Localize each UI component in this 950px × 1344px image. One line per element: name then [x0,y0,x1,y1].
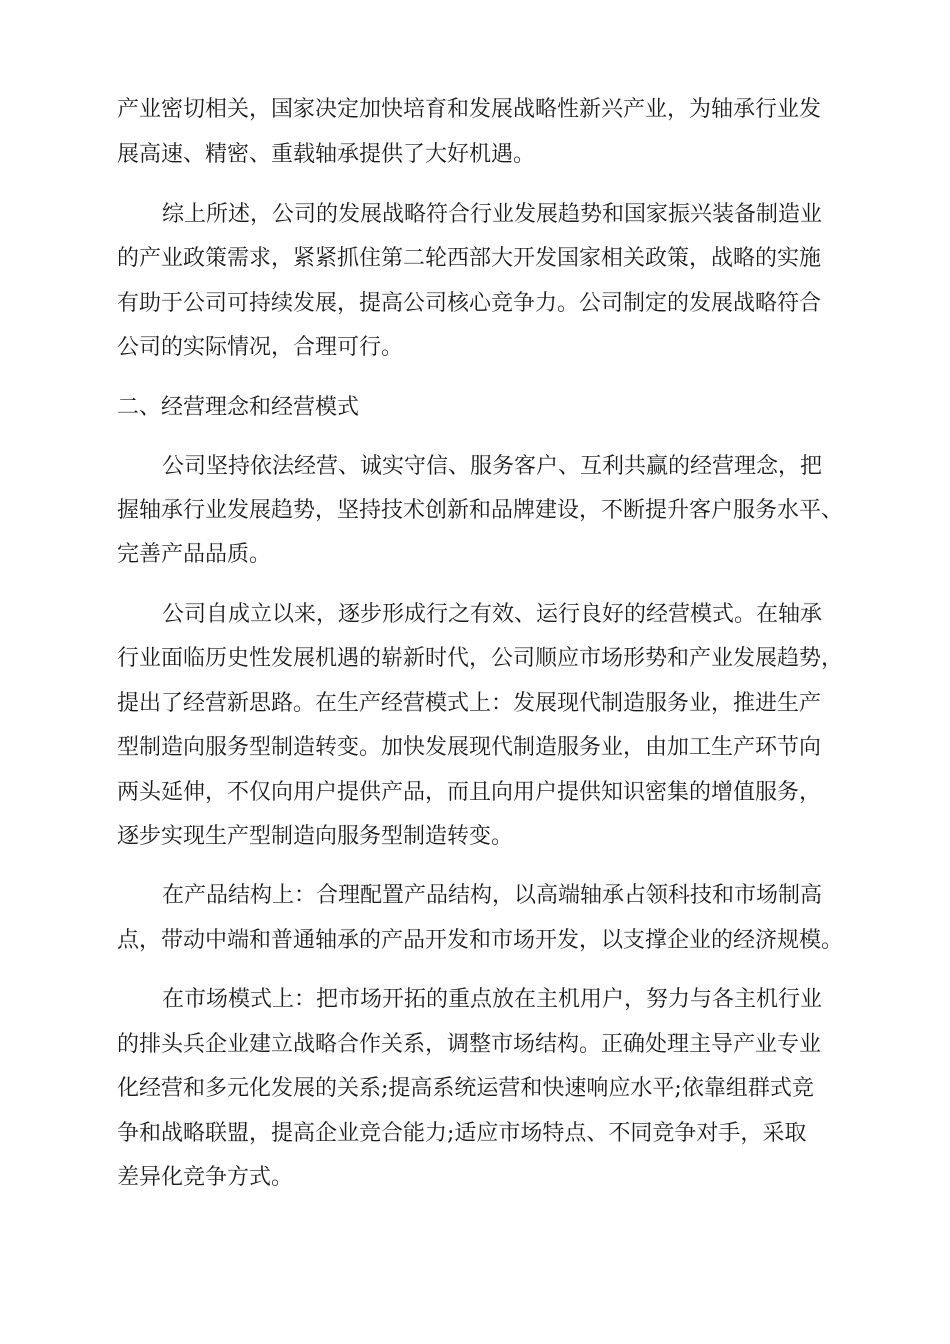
paragraph-line: 展高速、精密、重载轴承提供了大好机遇。 [117,142,536,167]
paragraph-line: 在市场模式上：把市场开拓的重点放在主机用户，努力与各主机行业 [162,987,823,1012]
paragraph-line: 型制造向服务型制造转变。加快发展现代制造服务业，由加工生产环节向 [117,735,822,760]
paragraph-line: 化经营和多元化发展的关系;提高系统运营和快速响应水平;依靠组群式竞 [117,1076,814,1101]
paragraph-line: 提出了经营新思路。在生产经营模式上：发展现代制造服务业，推进生产 [117,691,822,716]
paragraph-line: 产业密切相关，国家决定加快培育和发展战略性新兴产业，为轴承行业发 [117,97,822,122]
paragraph-line: 差异化竞争方式。 [117,1165,294,1190]
paragraph-line: 综上所述，公司的发展战略符合行业发展趋势和国家振兴装备制造业 [162,202,823,227]
paragraph-line: 两头延伸，不仅向用户提供产品，而且向用户提供知识密集的增值服务， [117,780,822,805]
paragraph-line: 完善产品品质。 [117,542,272,567]
paragraph-line: 争和战略联盟，提高企业竞合能力;适应市场特点、不同竞争对手，采取 [117,1121,807,1146]
paragraph-line: 在产品结构上：合理配置产品结构，以高端轴承占领科技和市场制高 [162,883,823,908]
paragraph-line: 点，带动中端和普通轴承的产品开发和市场开发，以支撑企业的经济规模。 [117,928,844,953]
paragraph-line: 的产业政策需求，紧紧抓住第二轮西部大开发国家相关政策，战略的实施 [117,246,822,271]
paragraph-line: 行业面临历史性发展机遇的崭新时代，公司顺应市场形势和产业发展趋势， [117,646,844,671]
paragraph-line: 的排头兵企业建立战略合作关系，调整市场结构。正确处理主导产业专业 [117,1032,822,1057]
paragraph-line: 公司的实际情况，合理可行。 [117,335,404,360]
section-heading: 二、经营理念和经营模式 [117,395,360,420]
paragraph-line: 逐步实现生产型制造向服务型制造转变。 [117,824,514,849]
paragraph-line: 有助于公司可持续发展，提高公司核心竞争力。公司制定的发展战略符合 [117,291,822,316]
paragraph-line: 握轴承行业发展趋势，坚持技术创新和品牌建设，不断提升客户服务水平、 [117,498,844,523]
paragraph-line: 公司自成立以来，逐步形成行之有效、运行良好的经营模式。在轴承 [162,602,823,627]
paragraph-line: 公司坚持依法经营、诚实守信、服务客户、互利共赢的经营理念，把 [162,454,823,479]
